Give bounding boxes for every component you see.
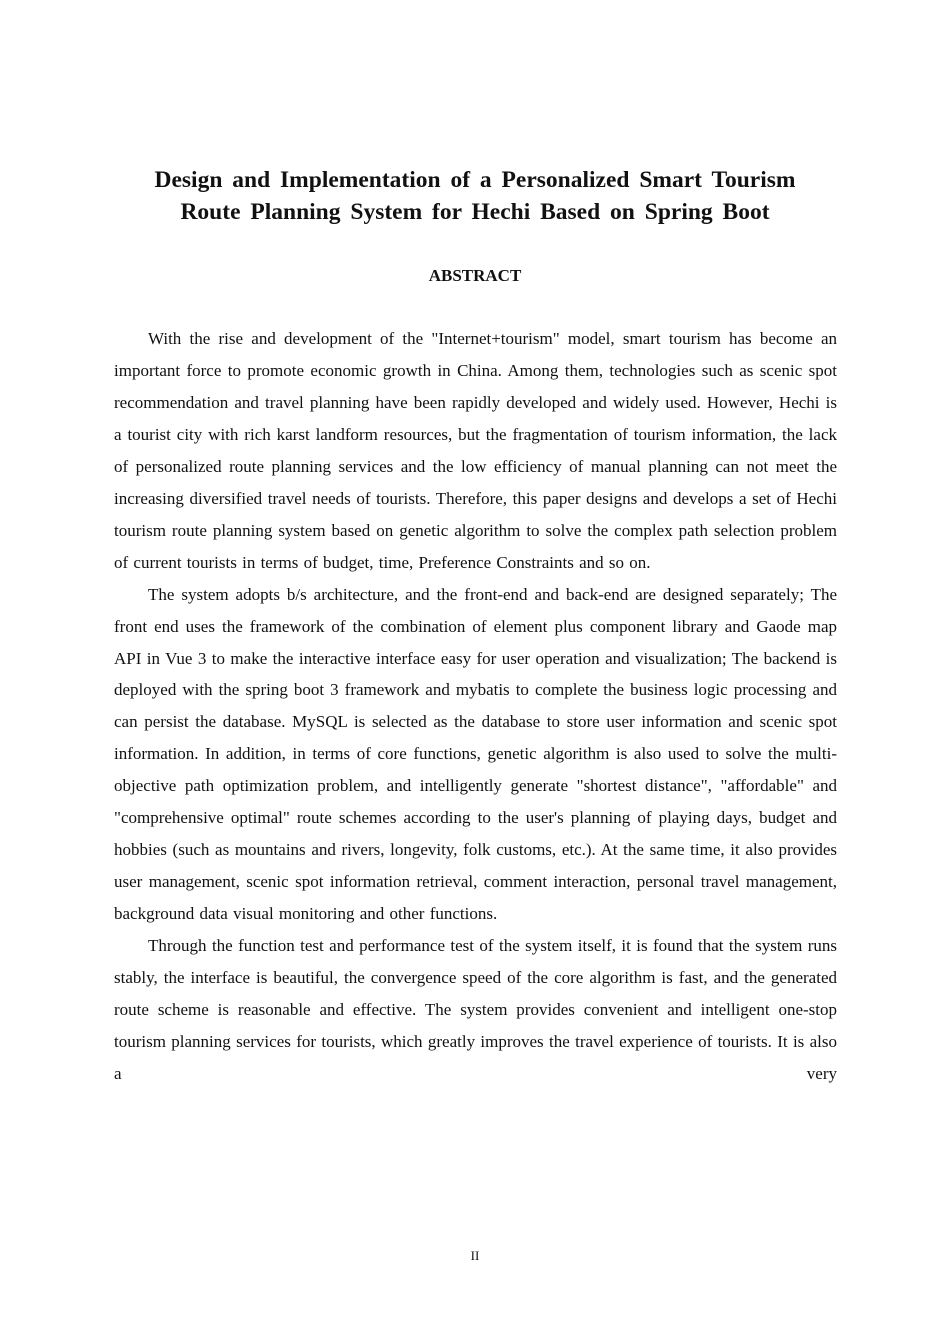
abstract-heading: ABSTRACT xyxy=(428,266,522,285)
title-line-2: Route Planning System for Hechi Based on Spring Boot xyxy=(180,199,770,225)
abstract-paragraph-3: Through the function test and performance test of the system itself, it is found that the system runs stably, the interface is beautiful, the convergence speed of the core algorithm is fast, and the generated route scheme is reasonable and effective. The system provides convenient and intelligent one-stop tourism planning services for tourists, which greatly improves the travel experience of tourists. It is also a very xyxy=(114,936,837,1083)
document-title xyxy=(112,164,838,228)
page-number: II xyxy=(470,1248,480,1263)
title-line-1: Design and Implementation of a Personalized Smart Tourism xyxy=(154,167,796,193)
abstract-paragraph-1: With the rise and development of the "Internet+tourism" model, smart tourism has become an important force to promote economic growth in China. Among them, technologies such as scenic spot recommendation and travel planning have been rapidly developed and widely used. However, Hechi is a tourist city with rich karst landform resources, but the fragmentation of tourism information, the lack of personalized route planning services and the low efficiency of manual planning can not meet the increasing diversified travel needs of tourists. Therefore, this paper designs and develops a set of Hechi tourism route planning system based on genetic algorithm to solve the complex path selection problem of current tourists in terms of budget, time, Preference Constraints and so on. xyxy=(114,329,837,572)
abstract-paragraph-2: The system adopts b/s architecture, and the front-end and back-end are designed separately; The front end uses the framework of the combination of element plus component library and Gaode map API in Vue 3 to make the interactive interface easy for user operation and visualization; The backend is deployed with the spring boot 3 framework and mybatis to complete the business logic processing and can persist the database. MySQL is selected as the database to store user information and scenic spot information. In addition, in terms of core functions, genetic algorithm is also used to solve the multi-objective path optimization problem, and intelligently generate "shortest distance", "affordable" and "comprehensive optimal" route schemes according to the user's planning of playing days, budget and hobbies (such as mountains and rivers, longevity, folk customs, etc.). At the same time, it also provides user management, scenic spot information retrieval, comment interaction, personal travel management, background data visual monitoring and other functions. xyxy=(114,584,837,924)
abstract-body xyxy=(114,323,837,1223)
